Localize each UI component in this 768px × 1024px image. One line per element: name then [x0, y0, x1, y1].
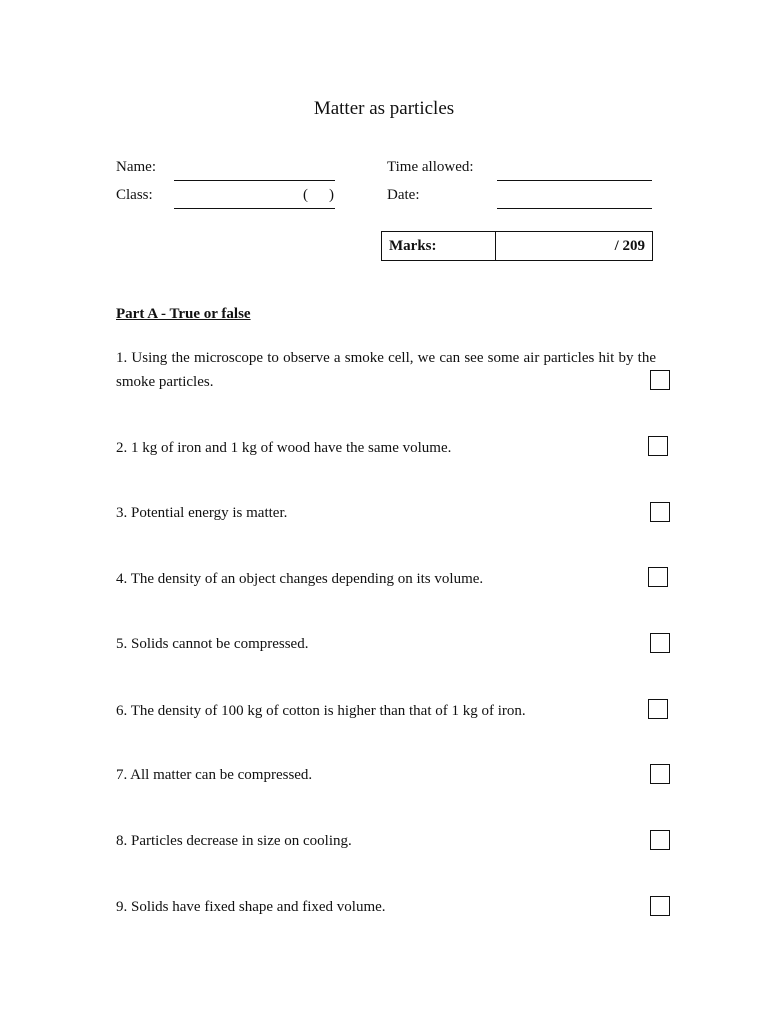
marks-box [381, 231, 653, 261]
question-text: 4. The density of an object changes depending on its volume. [116, 571, 484, 587]
question-item [116, 632, 656, 656]
name-field[interactable] [174, 180, 335, 181]
question-item [116, 567, 656, 591]
marks-total: / 209 [614, 238, 645, 254]
question-text: 6. The density of 100 kg of cotton is higher than that of 1 kg of iron. [116, 703, 526, 719]
answer-checkbox[interactable] [648, 699, 668, 719]
answer-checkbox[interactable] [650, 764, 670, 784]
class-field[interactable] [174, 208, 335, 209]
answer-checkbox[interactable] [648, 436, 668, 456]
question-text: 3. Potential energy is matter. [116, 505, 288, 521]
time-allowed-label: Time allowed: [387, 159, 474, 175]
question-item [116, 763, 656, 787]
question-text: 5. Solids cannot be compressed. [116, 636, 309, 652]
date-field[interactable] [497, 208, 652, 209]
date-label: Date: [387, 187, 420, 203]
page-title: Matter as particles [313, 98, 455, 119]
answer-checkbox[interactable] [650, 370, 670, 390]
part-a-heading: Part A - True or false [116, 306, 251, 322]
class-number-paren-close: ) [329, 187, 334, 203]
question-item [116, 501, 656, 525]
marks-label: Marks: [382, 232, 496, 260]
class-label: Class: [116, 187, 153, 203]
question-item [116, 699, 656, 723]
answer-checkbox[interactable] [650, 830, 670, 850]
answer-checkbox[interactable] [648, 567, 668, 587]
question-text: 9. Solids have fixed shape and fixed volume. [116, 899, 386, 915]
question-text: 7. All matter can be compressed. [116, 767, 313, 783]
name-label: Name: [116, 159, 156, 175]
question-item [116, 346, 656, 394]
question-item [116, 436, 656, 460]
class-number-paren-open: ( [303, 187, 308, 203]
question-text: 2. 1 kg of iron and 1 kg of wood have the same volume. [116, 440, 452, 456]
answer-checkbox[interactable] [650, 502, 670, 522]
answer-checkbox[interactable] [650, 896, 670, 916]
question-text: 8. Particles decrease in size on cooling. [116, 833, 352, 849]
question-item [116, 895, 656, 919]
question-item [116, 829, 656, 853]
question-text: 1. Using the microscope to observe a smoke cell, we can see some air particles hit by the smoke particles. [116, 350, 656, 390]
time-allowed-field[interactable] [497, 180, 652, 181]
answer-checkbox[interactable] [650, 633, 670, 653]
